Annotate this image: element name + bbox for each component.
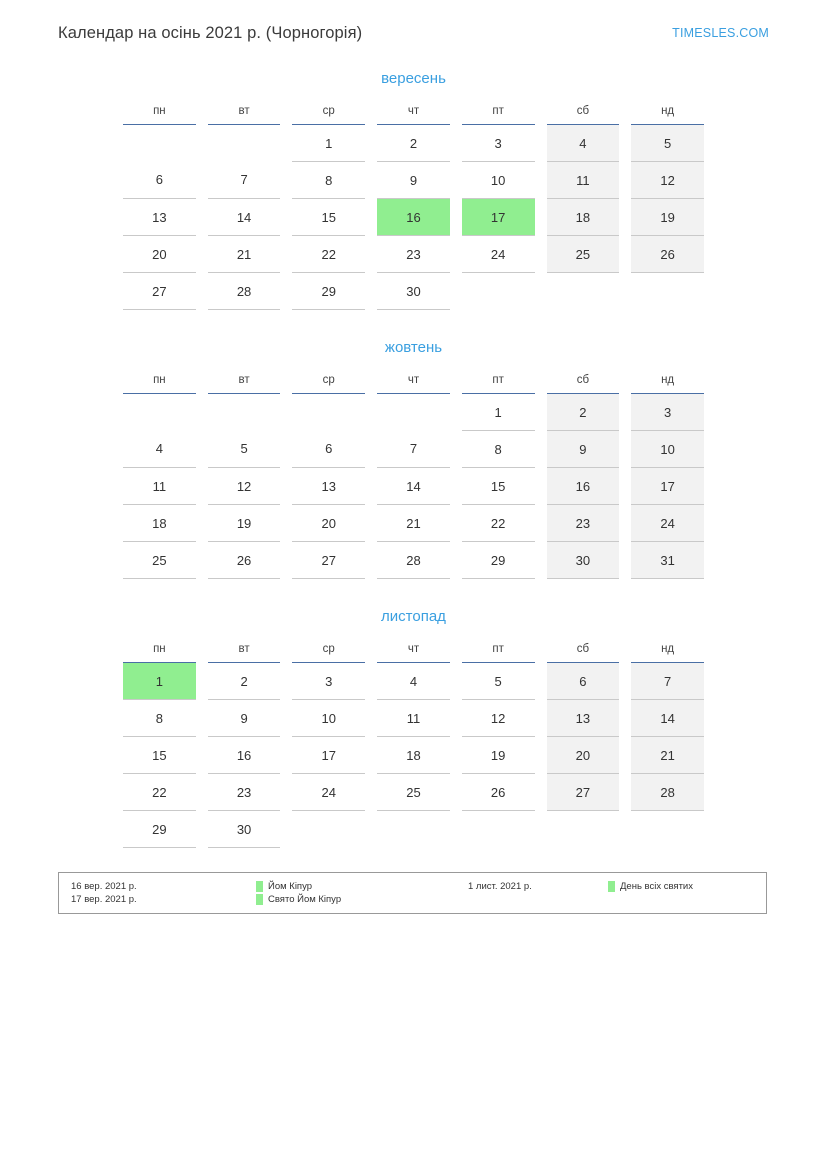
cell-gap <box>535 505 547 542</box>
day-cell[interactable]: 17 <box>462 199 535 236</box>
cell-gap <box>619 737 631 774</box>
cell-gap <box>280 394 292 431</box>
weekday-label-нд: нд <box>631 370 704 394</box>
day-cell[interactable]: 19 <box>631 199 704 236</box>
weekday-label-пн: пн <box>123 101 196 125</box>
cell-gap <box>450 811 462 848</box>
day-cell[interactable]: 25 <box>123 542 196 579</box>
week-row <box>123 774 704 811</box>
legend-swatch-placeholder <box>608 894 615 905</box>
day-cell[interactable]: 21 <box>208 236 281 273</box>
day-cell[interactable]: 18 <box>377 737 450 774</box>
cell-gap <box>196 236 208 273</box>
week-row <box>123 394 704 431</box>
column-gap <box>280 639 292 663</box>
cell-gap <box>280 505 292 542</box>
cell-gap <box>196 663 208 700</box>
month-grid <box>123 639 704 848</box>
weekday-header-row <box>123 639 704 663</box>
cell-gap <box>196 199 208 236</box>
month-grid <box>123 101 704 310</box>
weekday-label-пт: пт <box>462 370 535 394</box>
column-gap <box>450 639 462 663</box>
day-cell[interactable]: 24 <box>631 505 704 542</box>
day-cell[interactable]: 7 <box>208 162 281 199</box>
day-cell[interactable]: 27 <box>547 774 620 811</box>
day-cell[interactable]: 17 <box>631 468 704 505</box>
day-cell[interactable]: 20 <box>547 737 620 774</box>
cell-gap <box>196 542 208 579</box>
day-cell-empty <box>631 273 704 310</box>
cell-gap <box>280 542 292 579</box>
page-header <box>58 18 769 48</box>
cell-gap <box>450 468 462 505</box>
day-cell[interactable]: 13 <box>123 199 196 236</box>
weekday-label-пт: пт <box>462 639 535 663</box>
cell-gap <box>619 236 631 273</box>
day-cell[interactable]: 3 <box>631 394 704 431</box>
cell-gap <box>619 162 631 199</box>
cell-gap <box>196 431 208 468</box>
cell-gap <box>196 811 208 848</box>
weekday-label-чт: чт <box>377 639 450 663</box>
cell-gap <box>365 431 377 468</box>
day-cell[interactable]: 12 <box>631 162 704 199</box>
day-cell[interactable]: 26 <box>631 236 704 273</box>
day-cell[interactable]: 7 <box>377 431 450 468</box>
day-cell[interactable]: 22 <box>123 774 196 811</box>
day-cell[interactable]: 7 <box>631 663 704 700</box>
column-gap <box>535 639 547 663</box>
cell-gap <box>619 663 631 700</box>
cell-gap <box>619 468 631 505</box>
day-cell[interactable]: 5 <box>208 431 281 468</box>
cell-gap <box>619 199 631 236</box>
week-row <box>123 737 704 774</box>
day-cell[interactable]: 11 <box>123 468 196 505</box>
week-row <box>123 431 704 468</box>
weekday-header-row <box>123 101 704 125</box>
cell-gap <box>365 737 377 774</box>
weekday-label-пн: пн <box>123 639 196 663</box>
cell-gap <box>280 431 292 468</box>
holiday-color-swatch <box>256 881 263 892</box>
cell-gap <box>619 542 631 579</box>
day-cell[interactable]: 19 <box>208 505 281 542</box>
cell-gap <box>365 542 377 579</box>
day-cell[interactable]: 6 <box>547 663 620 700</box>
day-cell[interactable]: 30 <box>208 811 281 848</box>
month-grid <box>123 370 704 579</box>
cell-gap <box>450 394 462 431</box>
legend-name-left: Свято Йом Кіпур <box>268 894 342 905</box>
day-cell[interactable]: 16 <box>208 737 281 774</box>
month-block-september <box>123 70 704 310</box>
cell-gap <box>619 700 631 737</box>
cell-gap <box>196 394 208 431</box>
day-cell[interactable]: 15 <box>292 199 365 236</box>
column-gap <box>280 370 292 394</box>
legend-date-right: 1 лист. 2021 р. <box>468 881 532 892</box>
day-cell[interactable]: 1 <box>462 394 535 431</box>
day-cell[interactable]: 22 <box>292 236 365 273</box>
day-cell[interactable]: 15 <box>462 468 535 505</box>
weekday-label-чт: чт <box>377 370 450 394</box>
week-row <box>123 468 704 505</box>
cell-gap <box>196 737 208 774</box>
cell-gap <box>450 774 462 811</box>
day-cell[interactable]: 15 <box>123 737 196 774</box>
cell-gap <box>535 663 547 700</box>
cell-gap <box>619 125 631 162</box>
day-cell-empty <box>123 125 196 162</box>
column-gap <box>450 370 462 394</box>
day-cell[interactable]: 21 <box>631 737 704 774</box>
day-cell[interactable]: 10 <box>462 162 535 199</box>
day-cell[interactable]: 8 <box>123 700 196 737</box>
cell-gap <box>535 273 547 310</box>
cell-gap <box>365 125 377 162</box>
cell-gap <box>450 663 462 700</box>
day-cell[interactable]: 4 <box>377 663 450 700</box>
day-cell[interactable]: 4 <box>547 125 620 162</box>
day-cell[interactable]: 5 <box>631 125 704 162</box>
weekday-label-ср: ср <box>292 101 365 125</box>
cell-gap <box>535 774 547 811</box>
day-cell[interactable]: 23 <box>547 505 620 542</box>
day-cell-empty <box>377 811 450 848</box>
cell-gap <box>280 774 292 811</box>
weekday-label-сб: сб <box>547 639 620 663</box>
day-cell-empty <box>292 811 365 848</box>
cell-gap <box>450 542 462 579</box>
cell-gap <box>450 737 462 774</box>
cell-gap <box>365 700 377 737</box>
cell-gap <box>450 505 462 542</box>
column-gap <box>619 370 631 394</box>
day-cell[interactable]: 14 <box>631 700 704 737</box>
month-title: вересень <box>381 70 446 87</box>
day-cell-empty <box>462 273 535 310</box>
legend-box <box>58 872 767 914</box>
column-gap <box>280 101 292 125</box>
day-cell-empty <box>631 811 704 848</box>
cell-gap <box>535 162 547 199</box>
day-cell[interactable]: 26 <box>208 542 281 579</box>
cell-gap <box>619 811 631 848</box>
day-cell[interactable]: 10 <box>631 431 704 468</box>
weekday-label-вт: вт <box>208 101 281 125</box>
day-cell[interactable]: 2 <box>208 663 281 700</box>
cell-gap <box>365 663 377 700</box>
cell-gap <box>535 394 547 431</box>
day-cell[interactable]: 19 <box>462 737 535 774</box>
day-cell[interactable]: 14 <box>208 199 281 236</box>
cell-gap <box>196 505 208 542</box>
day-cell-empty <box>547 273 620 310</box>
month-block-november <box>123 608 704 848</box>
day-cell[interactable]: 10 <box>292 700 365 737</box>
weekday-label-сб: сб <box>547 370 620 394</box>
cell-gap <box>196 162 208 199</box>
weekday-label-ср: ср <box>292 639 365 663</box>
day-cell-empty <box>292 394 365 431</box>
cell-gap <box>619 394 631 431</box>
cell-gap <box>365 394 377 431</box>
cell-gap <box>535 737 547 774</box>
day-cell[interactable]: 1 <box>123 663 196 700</box>
day-cell[interactable]: 9 <box>208 700 281 737</box>
day-cell[interactable]: 30 <box>547 542 620 579</box>
cell-gap <box>196 125 208 162</box>
cell-gap <box>196 273 208 310</box>
legend-date-left: 16 вер. 2021 р. <box>71 881 137 892</box>
day-cell[interactable]: 9 <box>377 162 450 199</box>
week-row <box>123 663 704 700</box>
day-cell[interactable]: 18 <box>123 505 196 542</box>
legend-row <box>71 893 756 906</box>
cell-gap <box>450 125 462 162</box>
day-cell[interactable]: 27 <box>123 273 196 310</box>
month-body <box>123 663 704 848</box>
cell-gap <box>535 542 547 579</box>
weekday-label-вт: вт <box>208 639 281 663</box>
day-cell[interactable]: 24 <box>292 774 365 811</box>
column-gap <box>619 101 631 125</box>
column-gap <box>365 370 377 394</box>
day-cell[interactable]: 30 <box>377 273 450 310</box>
cell-gap <box>196 774 208 811</box>
weekday-label-нд: нд <box>631 101 704 125</box>
day-cell-empty <box>123 394 196 431</box>
holiday-color-swatch <box>256 894 263 905</box>
column-gap <box>196 639 208 663</box>
legend-name-right: День всіх святих <box>620 881 693 892</box>
cell-gap <box>450 700 462 737</box>
column-gap <box>365 639 377 663</box>
cell-gap <box>450 273 462 310</box>
column-gap <box>619 639 631 663</box>
cell-gap <box>365 236 377 273</box>
cell-gap <box>535 700 547 737</box>
cell-gap <box>196 468 208 505</box>
day-cell[interactable]: 9 <box>547 431 620 468</box>
day-cell[interactable]: 6 <box>123 162 196 199</box>
day-cell[interactable]: 11 <box>547 162 620 199</box>
day-cell[interactable]: 6 <box>292 431 365 468</box>
cell-gap <box>365 774 377 811</box>
day-cell[interactable]: 31 <box>631 542 704 579</box>
day-cell[interactable]: 24 <box>462 236 535 273</box>
cell-gap <box>619 431 631 468</box>
week-row <box>123 125 704 162</box>
column-gap <box>450 101 462 125</box>
cell-gap <box>365 505 377 542</box>
day-cell[interactable]: 4 <box>123 431 196 468</box>
month-body <box>123 125 704 310</box>
day-cell-empty <box>462 811 535 848</box>
brand-label: TIMESLES.COM <box>672 26 769 40</box>
day-cell[interactable]: 8 <box>462 431 535 468</box>
day-cell[interactable]: 23 <box>377 236 450 273</box>
day-cell[interactable]: 26 <box>462 774 535 811</box>
cell-gap <box>535 431 547 468</box>
cell-gap <box>535 125 547 162</box>
week-row <box>123 700 704 737</box>
holiday-color-swatch <box>608 881 615 892</box>
day-cell[interactable]: 18 <box>547 199 620 236</box>
day-cell[interactable]: 23 <box>208 774 281 811</box>
day-cell[interactable]: 16 <box>547 468 620 505</box>
cell-gap <box>450 162 462 199</box>
week-row <box>123 199 704 236</box>
cell-gap <box>196 700 208 737</box>
cell-gap <box>280 199 292 236</box>
cell-gap <box>365 468 377 505</box>
weekday-label-нд: нд <box>631 639 704 663</box>
day-cell[interactable]: 28 <box>377 542 450 579</box>
day-cell[interactable]: 20 <box>292 505 365 542</box>
month-title: жовтень <box>384 339 443 356</box>
weekday-label-сб: сб <box>547 101 620 125</box>
day-cell[interactable]: 28 <box>208 273 281 310</box>
cell-gap <box>280 162 292 199</box>
day-cell[interactable]: 13 <box>292 468 365 505</box>
day-cell[interactable]: 20 <box>123 236 196 273</box>
cell-gap <box>280 700 292 737</box>
day-cell[interactable]: 29 <box>292 273 365 310</box>
day-cell[interactable]: 21 <box>377 505 450 542</box>
day-cell[interactable]: 25 <box>377 774 450 811</box>
column-gap <box>535 101 547 125</box>
cell-gap <box>280 468 292 505</box>
cell-gap <box>280 125 292 162</box>
cell-gap <box>365 273 377 310</box>
weekday-label-вт: вт <box>208 370 281 394</box>
column-gap <box>196 101 208 125</box>
legend-name-left: Йом Кіпур <box>268 881 312 892</box>
day-cell[interactable]: 2 <box>377 125 450 162</box>
weekday-label-ср: ср <box>292 370 365 394</box>
cell-gap <box>535 468 547 505</box>
day-cell[interactable]: 22 <box>462 505 535 542</box>
day-cell[interactable]: 25 <box>547 236 620 273</box>
month-block-october <box>123 339 704 579</box>
cell-gap <box>619 774 631 811</box>
cell-gap <box>365 162 377 199</box>
week-row <box>123 273 704 310</box>
week-row <box>123 236 704 273</box>
page-title: Календар на осінь 2021 р. (Чорногорія) <box>58 23 363 42</box>
week-row <box>123 162 704 199</box>
column-gap <box>535 370 547 394</box>
weekday-label-пн: пн <box>123 370 196 394</box>
cell-gap <box>365 199 377 236</box>
day-cell[interactable]: 17 <box>292 737 365 774</box>
column-gap <box>365 101 377 125</box>
weekday-header-row <box>123 370 704 394</box>
cell-gap <box>450 236 462 273</box>
weekday-label-чт: чт <box>377 101 450 125</box>
day-cell[interactable]: 29 <box>462 542 535 579</box>
day-cell[interactable]: 3 <box>292 663 365 700</box>
cell-gap <box>280 273 292 310</box>
legend-date-left: 17 вер. 2021 р. <box>71 894 137 905</box>
day-cell[interactable]: 27 <box>292 542 365 579</box>
week-row <box>123 542 704 579</box>
day-cell[interactable]: 12 <box>462 700 535 737</box>
day-cell-empty <box>377 394 450 431</box>
weekday-label-пт: пт <box>462 101 535 125</box>
cell-gap <box>450 431 462 468</box>
cell-gap <box>619 273 631 310</box>
day-cell[interactable]: 3 <box>462 125 535 162</box>
day-cell[interactable]: 16 <box>377 199 450 236</box>
month-title: листопад <box>381 608 446 625</box>
column-gap <box>196 370 208 394</box>
day-cell[interactable]: 11 <box>377 700 450 737</box>
day-cell[interactable]: 28 <box>631 774 704 811</box>
day-cell[interactable]: 2 <box>547 394 620 431</box>
legend-row <box>71 880 756 893</box>
day-cell[interactable]: 5 <box>462 663 535 700</box>
cell-gap <box>280 737 292 774</box>
cell-gap <box>280 663 292 700</box>
day-cell[interactable]: 29 <box>123 811 196 848</box>
cell-gap <box>450 199 462 236</box>
day-cell-empty <box>547 811 620 848</box>
day-cell[interactable]: 1 <box>292 125 365 162</box>
day-cell[interactable]: 8 <box>292 162 365 199</box>
day-cell[interactable]: 14 <box>377 468 450 505</box>
cell-gap <box>535 811 547 848</box>
cell-gap <box>365 811 377 848</box>
cell-gap <box>280 811 292 848</box>
day-cell[interactable]: 13 <box>547 700 620 737</box>
day-cell-empty <box>208 125 281 162</box>
month-body <box>123 394 704 579</box>
cell-gap <box>280 236 292 273</box>
cell-gap <box>619 505 631 542</box>
cell-gap <box>535 236 547 273</box>
day-cell-empty <box>208 394 281 431</box>
week-row <box>123 505 704 542</box>
cell-gap <box>535 199 547 236</box>
day-cell[interactable]: 12 <box>208 468 281 505</box>
week-row <box>123 811 704 848</box>
